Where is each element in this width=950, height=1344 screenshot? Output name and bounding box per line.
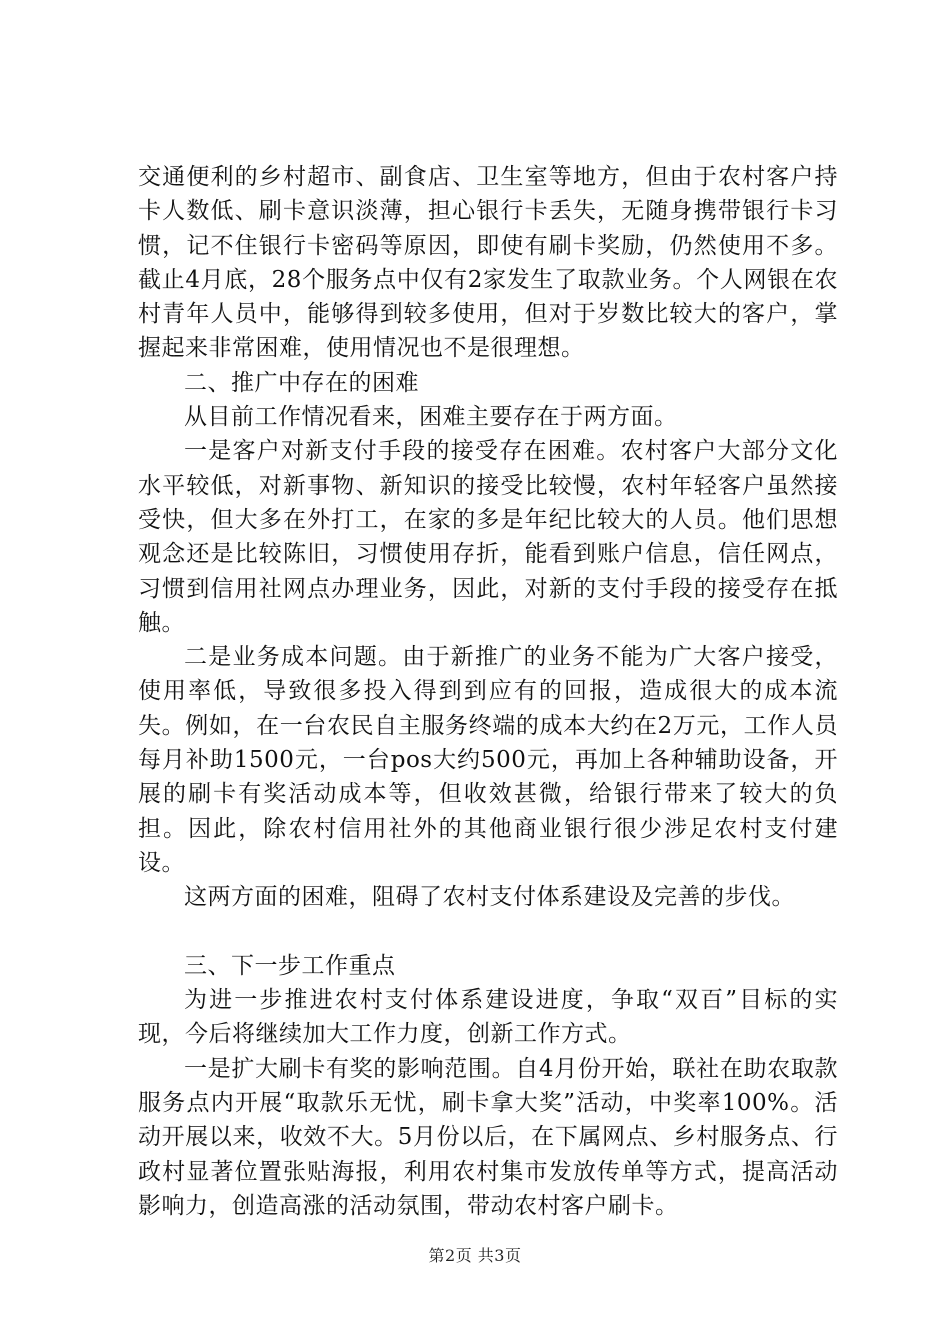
section-heading-difficulties: 二、推广中存在的困难 — [184, 369, 419, 396]
section-heading-next-steps: 三、下一步工作重点 — [184, 952, 396, 979]
paragraph-continuation: 交通便利的乡村超市、副食店、卫生室等地方，但由于农村客户持卡人数低、刷卡意识淡薄，担心银行卡丢失，无随身携带银行卡习惯，记不住银行卡密码等原因，即使有刷卡奖励，仍然使用不多。截止4月底，28个服务点中仅有2家发生了取款业务。个人网银在农村青年人员中，能够得到较多使用，但对于岁数比较大的客户，掌握起来非常困难，使用情况也不是很理想。 — [138, 164, 838, 362]
document-body — [138, 160, 838, 1223]
paragraph-difficulties-summary: 这两方面的困难，阻碍了农村支付体系建设及完善的步伐。 — [184, 884, 795, 911]
paragraph-difficulty-acceptance: 一是客户对新支付手段的接受存在困难。农村客户大部分文化水平较低，对新事物、新知识的接受比较慢，农村年轻客户虽然接受快，但大多在外打工，在家的多是年纪比较大的人员。他们思想观念还是比较陈旧，习惯使用存折，能看到账户信息，信任网点，习惯到信用社网点办理业务，因此，对新的支付手段的接受存在抵触。 — [138, 438, 838, 636]
paragraph-difficulties-intro: 从目前工作情况看来，困难主要存在于两方面。 — [184, 404, 678, 431]
page-footer: 第2页 共3页 — [428, 1246, 522, 1265]
paragraph-difficulty-cost: 二是业务成本问题。由于新推广的业务不能为广大客户接受，使用率低，导致很多投入得到到应有的回报，造成很大的成本流失。例如，在一台农民自主服务终端的成本大约在2万元，工作人员每月补助1500元，一台pos大约500元，再加上各种辅助设备，开展的刷卡有奖活动成本等，但收效甚微，给银行带来了较大的负担。因此，除农村信用社外的其他商业银行很少涉足农村支付建设。 — [138, 644, 838, 876]
paragraph-next-steps-intro: 为进一步推进农村支付体系建设进度，争取“双百”目标的实现，今后将继续加大工作力度，创新工作方式。 — [138, 987, 838, 1048]
blank-line — [138, 915, 838, 949]
paragraph-next-step-rewards: 一是扩大刷卡有奖的影响范围。自4月份开始，联社在助农取款服务点内开展“取款乐无忧，刷卡拿大奖”活动，中奖率100%。活动开展以来，收效不大。5月份以后，在下属网点、乡村服务点、行政村显著位置张贴海报，利用农村集市发放传单等方式，提高活动影响力，创造高涨的活动氛围，带动农村客户刷卡。 — [138, 1055, 838, 1219]
